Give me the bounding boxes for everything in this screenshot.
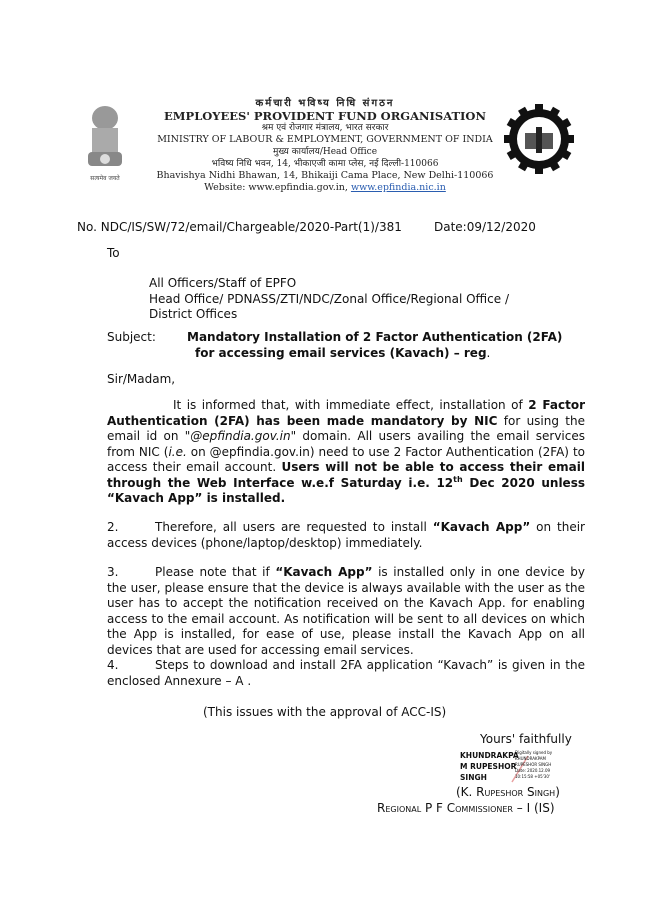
to-label: To [107,246,120,260]
text: is installed only in one device by the user, please ensure that the device is always available with the user as the user has to accept the notification received on the Kavach App. for enabling access to the email account. As notification will be sent to all devices on which the App is installed, for ease of use, please install the Kavach App on all devices that are used for accessing email services. [107,565,585,657]
closing: Yours' faithfully [480,732,572,746]
text: Please note that if [155,565,276,579]
bold-text: 2 Factor Authentication (2FA) has been made mandatory by NIC [107,398,586,428]
signatory-designation: Regional P F Commissioner – I (IS) [377,801,555,815]
text: Therefore, all users are requested to install [155,520,433,534]
salutation: Sir/Madam, [107,372,176,386]
subject [187,330,562,361]
subject-line: Mandatory Installation of 2 Factor Authentication (2FA) [187,330,563,344]
signature-detail: 10:15:58 +05'30' [515,774,550,779]
approval-note: (This issues with the approval of ACC-IS) [203,705,447,719]
website-label: Website: www.epfindia.gov.in, [204,182,351,193]
office: मुख्य कार्यालय/Head Office [272,147,378,157]
ministry: MINISTRY OF LABOUR & EMPLOYMENT, GOVERNMENT OF INDIA [157,134,493,145]
signature-detail: Date: 2020.12.09 [515,768,551,773]
text: on their access devices (phone/laptop/desktop) immediately. [107,520,585,550]
text: It is informed that, with immediate effect, installation of [173,398,529,412]
recipient-line: Head Office/ PDNASS/ZTI/NDC/Zonal Office/Regional Office / [149,291,509,306]
signatory-name: (K. Rupeshor Singh) [456,785,560,799]
italic-text: i.e. [168,444,187,459]
paragraph-2 [107,520,585,551]
paragraph-number: 4. [107,658,119,672]
ashoka-emblem-icon [80,100,130,170]
ministry-hindi: श्रम एवं रोजगार मंत्रालय, भारत सरकार [261,123,389,133]
website [150,182,500,194]
subject-line-text: for accessing email services (Kavach) – reg [195,345,487,360]
bold-text: “Kavach App” [275,565,373,579]
paragraph-3 [107,565,585,658]
bold-text: Dec 2020 unless “Kavach App” is installed. [107,475,585,505]
national-emblem [80,100,130,180]
text: domain. All users availing the email services from NIC ( [107,429,585,459]
address: Bhavishya Nidhi Bhawan, 14, Bhikaiji Cama Place, New Delhi-110066 [156,170,494,181]
subject-line [187,346,562,362]
paragraph-number: 3. [107,565,119,579]
signature-details [515,750,552,780]
address-hindi: भविष्य निधि भवन, 14, भीकाएजी कामा प्लेस, नई दिल्ली-110066 [211,159,439,169]
epfo-logo [503,103,575,179]
epfo-gear-logo-icon [503,103,575,175]
superscript: th [453,474,463,484]
text: Steps to download and install 2FA application “Kavach” is given in the enclosed Annexure – A . [107,658,585,688]
text: for using the email id on [107,413,585,443]
paragraph-1 [107,398,585,507]
signature-detail: RUPESHOR SINGH [515,762,552,767]
text: on @epfindia.gov.in) need to use 2 Factor Authentication (2FA) to access their email account. [107,444,585,474]
signer-name-line: SINGH [460,773,487,782]
reference-number: No. NDC/IS/SW/72/email/Chargeable/2020-Part(1)/381 [77,220,402,234]
recipient-line: District Offices [149,307,238,321]
paragraph-4 [107,658,585,689]
signer-name-line: KHUNDRAKPA [460,751,519,760]
org-name: EMPLOYEES' PROVIDENT FUND ORGANISATION [164,109,486,123]
letter-date: Date:09/12/2020 [434,220,536,234]
letterhead [150,98,500,194]
recipient-line: All Officers/Staff of EPFO [149,276,297,290]
emblem-caption: सत्यमेव जयते [90,175,120,182]
org-name-hindi: कर्मचारी भविष्य निधि संगठन [255,98,395,109]
signer-name-line: M RUPESHOR [460,762,517,771]
paragraph-number: 2. [107,520,119,534]
signature-detail: Digitally signed by [515,750,553,755]
signature-detail: KHUNDRAKPAM [515,756,546,761]
subject-label: Subject: [107,330,156,344]
subject-period: . [486,345,491,360]
bold-text: “Kavach App” [432,520,531,534]
recipients [149,276,509,323]
website-link[interactable]: www.epfindia.nic.in [350,182,446,193]
italic-text: "@epfindia.gov.in" [184,429,297,443]
bold-text: Users will not be able to access their email through the Web Interface w.e.f Saturday i.e. 12 [107,460,585,490]
